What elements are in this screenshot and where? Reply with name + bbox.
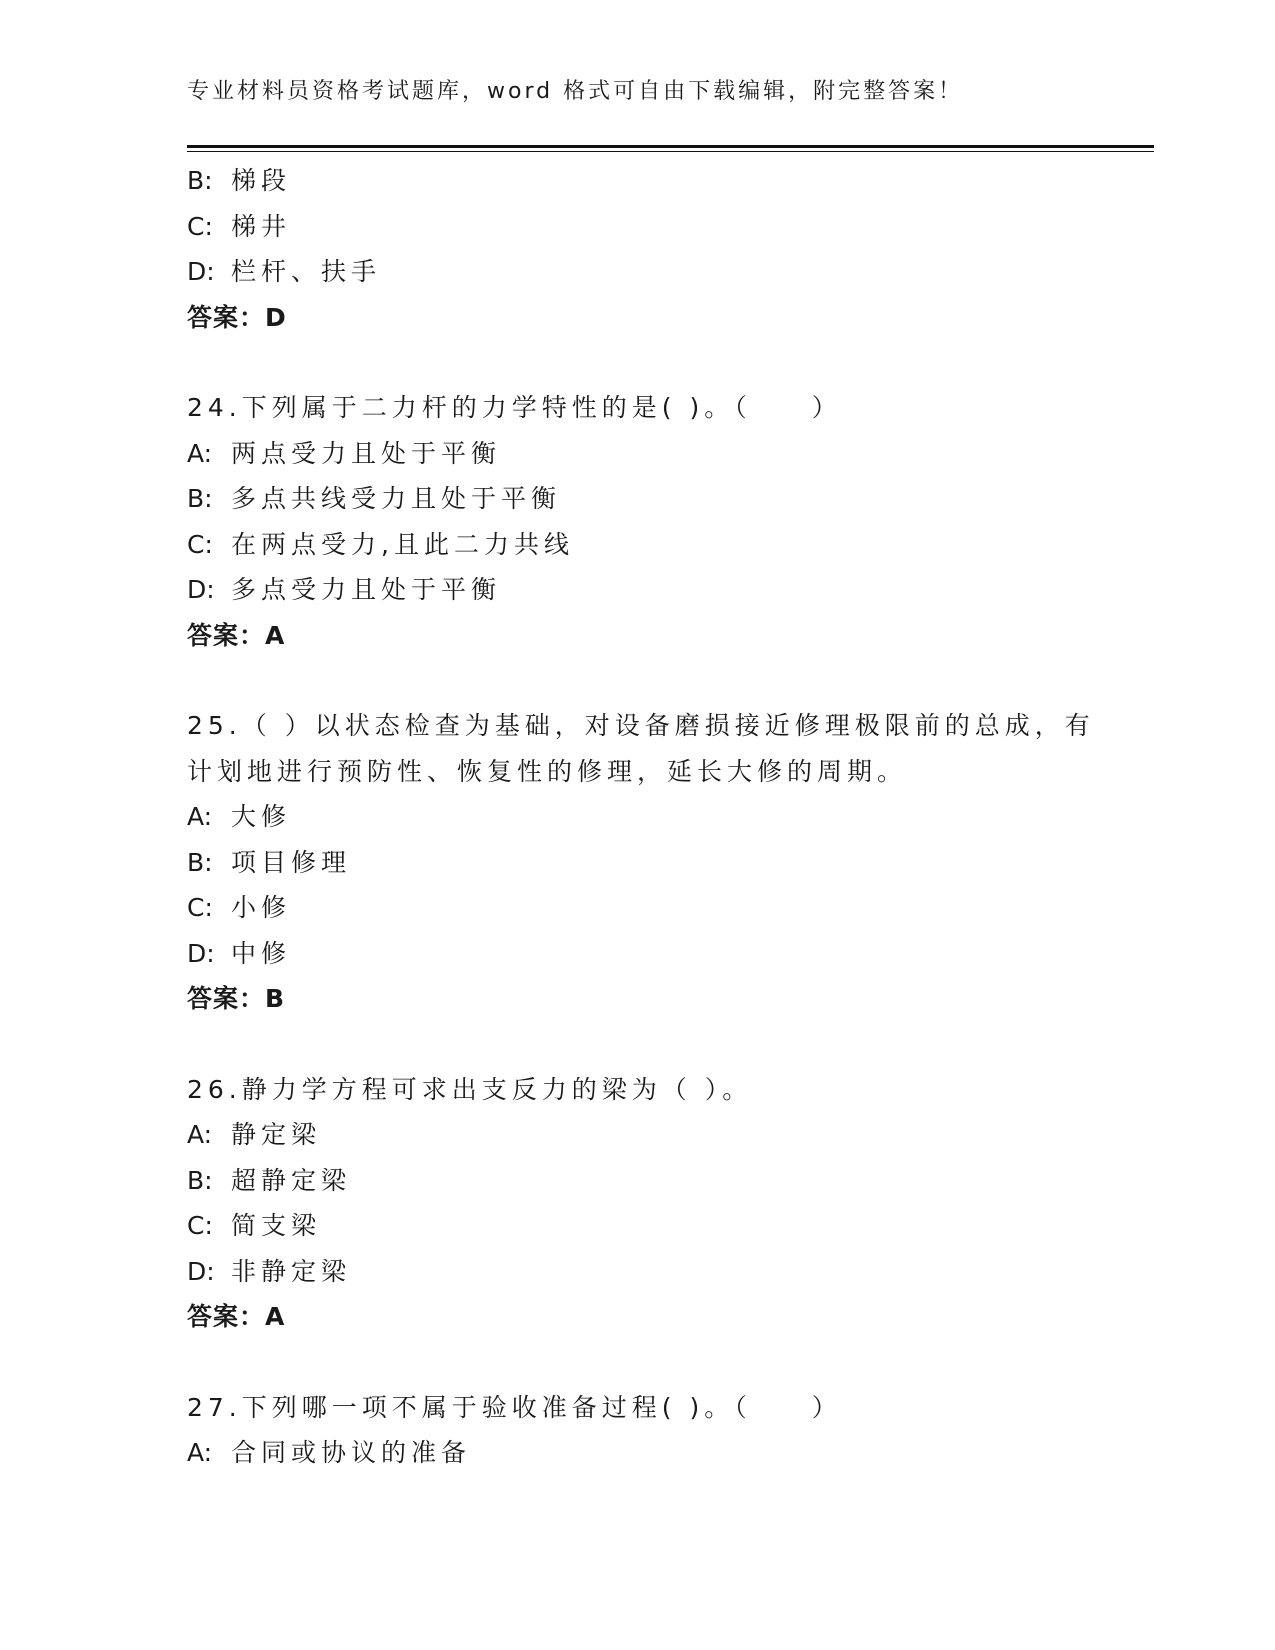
option-key: D: bbox=[187, 938, 215, 968]
option-key: A: bbox=[187, 1438, 213, 1467]
question-stem: 24.下列属于二力杆的力学特性的是( )。（ ） bbox=[187, 393, 842, 422]
option-line bbox=[187, 158, 1087, 204]
option-key: C: bbox=[187, 1211, 213, 1240]
question-stem: 25.（ ）以状态检查为基础，对设备磨损接近修理极限前的总成，有 bbox=[187, 711, 1095, 740]
option-line bbox=[187, 522, 1087, 568]
option-text: 小修 bbox=[231, 893, 292, 922]
option-line bbox=[187, 567, 1087, 613]
question-block-27 bbox=[187, 1385, 1087, 1476]
option-text: 超静定梁 bbox=[231, 1165, 352, 1195]
spacer bbox=[187, 658, 1087, 703]
question-stem: 26.静力学方程可求出支反力的梁为（ ）。 bbox=[187, 1074, 753, 1104]
header-rule-thin bbox=[187, 151, 1154, 152]
option-text: 在两点受力,且此二力共线 bbox=[231, 529, 574, 559]
option-line bbox=[187, 1112, 1087, 1158]
option-text: 非静定梁 bbox=[231, 1256, 352, 1286]
option-key: B: bbox=[187, 484, 213, 513]
option-text: 大修 bbox=[231, 802, 292, 831]
answer-line: 答案：D bbox=[187, 302, 287, 332]
option-key: A: bbox=[187, 438, 213, 468]
option-line bbox=[187, 931, 1087, 977]
question-block-25 bbox=[187, 703, 1095, 1022]
option-line bbox=[187, 204, 1087, 250]
answer-line: 答案：A bbox=[187, 620, 286, 650]
prev-question-block bbox=[187, 158, 1087, 340]
option-line bbox=[187, 249, 1087, 295]
answer-line: 答案：B bbox=[187, 984, 286, 1013]
option-text: 多点共线受力且处于平衡 bbox=[231, 484, 562, 513]
option-key: B: bbox=[187, 1165, 213, 1195]
option-text: 两点受力且处于平衡 bbox=[231, 438, 502, 468]
answer-line: 答案：A bbox=[187, 1302, 286, 1331]
option-text: 项目修理 bbox=[231, 847, 352, 877]
option-key: C: bbox=[187, 211, 213, 241]
option-text: 多点受力且处于平衡 bbox=[231, 575, 502, 604]
header-rule-thick bbox=[187, 145, 1154, 148]
option-text: 静定梁 bbox=[231, 1120, 322, 1149]
option-key: B: bbox=[187, 847, 213, 877]
document-content bbox=[187, 158, 1095, 1476]
option-line bbox=[187, 885, 1087, 931]
option-key: C: bbox=[187, 893, 213, 922]
option-text: 栏杆、扶手 bbox=[231, 257, 382, 286]
option-text: 梯段 bbox=[231, 166, 292, 195]
option-line bbox=[187, 1249, 1087, 1295]
option-line bbox=[187, 476, 1087, 522]
option-line bbox=[187, 431, 1087, 477]
option-line bbox=[187, 1158, 1087, 1204]
option-line bbox=[187, 794, 1087, 840]
question-stem-continued: 计划地进行预防性、恢复性的修理，延长大修的周期。 bbox=[187, 756, 908, 786]
option-text: 简支梁 bbox=[231, 1211, 322, 1240]
option-line bbox=[187, 1203, 1087, 1249]
option-text: 梯井 bbox=[231, 211, 292, 241]
option-text: 合同或协议的准备 bbox=[231, 1438, 472, 1467]
option-key: D: bbox=[187, 1256, 215, 1286]
question-block-26 bbox=[187, 1067, 1087, 1340]
option-key: B: bbox=[187, 166, 213, 195]
question-stem: 27.下列哪一项不属于验收准备过程( )。（ ） bbox=[187, 1392, 842, 1422]
option-key: D: bbox=[187, 575, 215, 604]
spacer bbox=[187, 1340, 1087, 1385]
header-title: 专业材料员资格考试题库，word 格式可自由下载编辑，附完整答案！ bbox=[187, 79, 964, 104]
option-key: D: bbox=[187, 257, 215, 286]
option-key: A: bbox=[187, 1120, 213, 1149]
question-block-24 bbox=[187, 385, 1087, 658]
spacer bbox=[187, 1022, 1087, 1067]
option-text: 中修 bbox=[231, 938, 292, 968]
option-line bbox=[187, 1430, 1087, 1476]
option-line bbox=[187, 840, 1087, 886]
spacer bbox=[187, 340, 1087, 385]
option-key: A: bbox=[187, 802, 213, 831]
option-key: C: bbox=[187, 529, 213, 559]
